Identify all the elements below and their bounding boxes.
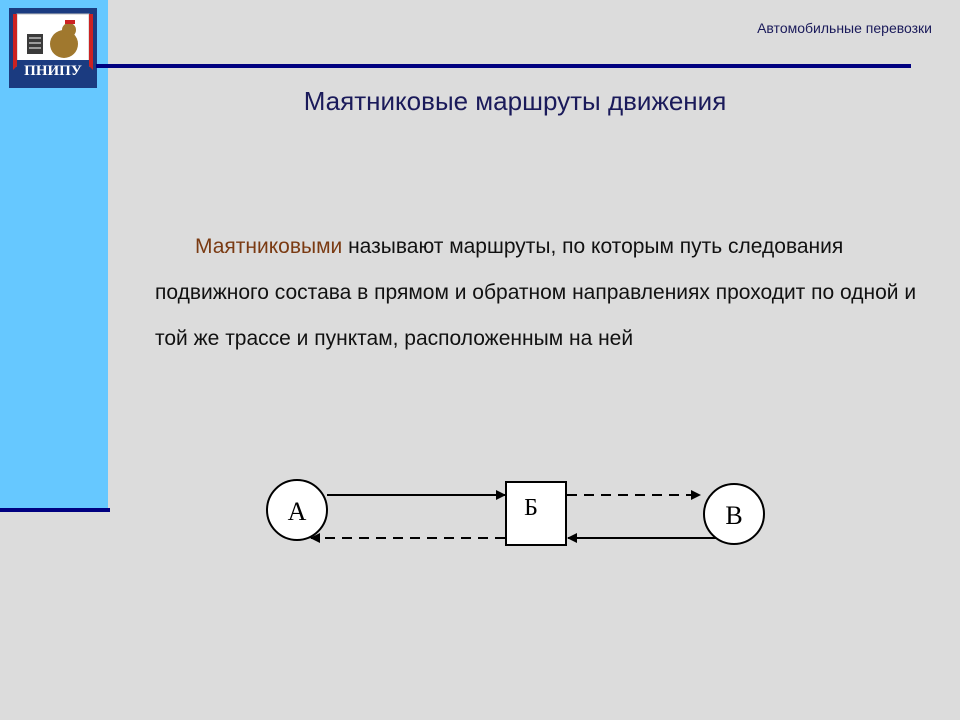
definition-term: Маятниковыми xyxy=(195,235,343,258)
point-b-label: Б xyxy=(524,495,538,521)
slide-title: Маятниковые маршруты движения xyxy=(303,86,727,116)
point-a-node xyxy=(267,480,327,540)
point-a-label: А xyxy=(287,497,307,526)
definition-text: называют маршруты, по которым путь следования подвижного состава в прямом и обратном направлениях проходит по одной и той же трассе и пунктам, расположенным на ней xyxy=(155,235,917,350)
course-name: Автомобильные перевозки xyxy=(757,20,932,36)
logo-text: ПНИПУ xyxy=(24,63,82,79)
point-b-node xyxy=(506,482,566,545)
point-c-node xyxy=(704,484,764,544)
point-c-label: В xyxy=(725,501,743,530)
